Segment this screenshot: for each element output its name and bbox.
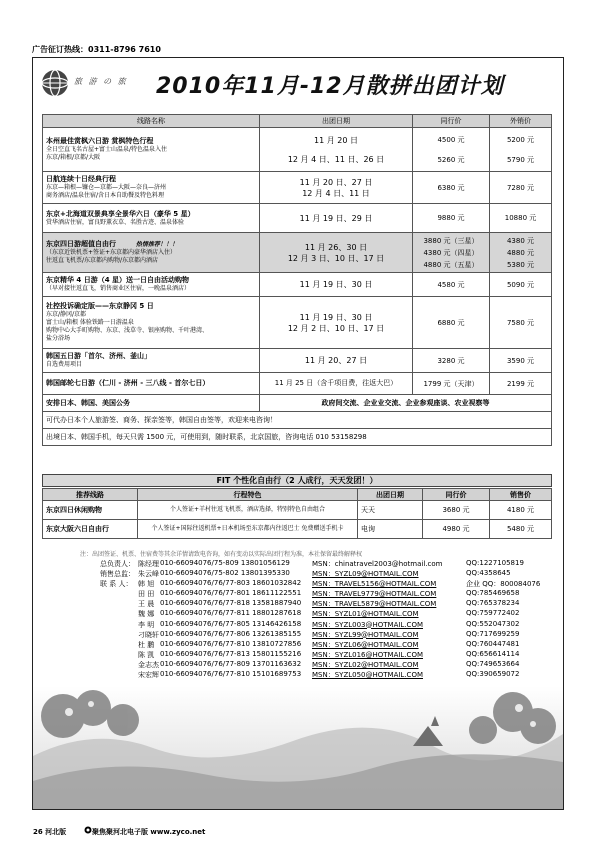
dates-cell: 11 月 25 日（含千项目费，往返大巴） bbox=[260, 373, 413, 395]
route-cell bbox=[43, 373, 260, 395]
contact-name: 金志杰 bbox=[138, 660, 159, 669]
route-detail: 往返直飞机票/东京都内购物/东京都内酒店 bbox=[46, 257, 159, 264]
contact-qq: QQ:785469658 bbox=[466, 589, 520, 598]
winter-scenery-image bbox=[33, 686, 563, 809]
contact-phone: 010-66094076/76/77-810 15101689753 bbox=[160, 670, 302, 679]
route-title: 本州最佳赏枫六日游 赏枫特色行程 bbox=[46, 137, 154, 145]
retail-price-cell: 3590 元 bbox=[490, 349, 552, 373]
dates-cell: 11 月 19 日、29 日 bbox=[260, 204, 413, 233]
contact-phone: 010-66094076/76/77-813 15801155216 bbox=[160, 649, 302, 658]
fit-sale-price: 4180 元 bbox=[490, 501, 552, 520]
price-text: 4380 元（四星） bbox=[423, 248, 479, 257]
tour-schedule-table bbox=[42, 114, 552, 446]
header-dates: 出团日期 bbox=[260, 115, 413, 128]
route-detail: 富士山/箱根 体验铁路一日游温泉 bbox=[46, 319, 134, 326]
route-cell bbox=[43, 233, 260, 273]
fit-header-route: 推荐线路 bbox=[43, 489, 138, 501]
peer-price-cell bbox=[413, 128, 490, 172]
fit-route: 东京大阪六日自由行 bbox=[43, 520, 138, 539]
page-title: 2010年11月-12月散拼出团计划 bbox=[156, 74, 504, 99]
price-text: 4880 元 bbox=[506, 248, 535, 257]
page-number: 26 河北版 bbox=[33, 828, 67, 836]
route-detail: 商务酒店/温泉住宿/含日本自助餐及特色料理 bbox=[46, 192, 165, 199]
date-text: 11 月 20 日 bbox=[314, 135, 358, 145]
price-text: 5380 元 bbox=[506, 260, 535, 269]
peer-price-cell: 9880 元 bbox=[413, 204, 490, 233]
contact-qq: QQ:1227105819 bbox=[466, 559, 524, 567]
route-cell bbox=[43, 128, 260, 172]
route-title: 韩国邮轮七日游（仁川 - 济州 - 三八线 - 首尔七日） bbox=[46, 379, 210, 387]
table-row bbox=[43, 128, 552, 172]
slogan: 旅 游 の 旅 bbox=[74, 77, 128, 86]
business-row bbox=[43, 395, 552, 412]
price-text: 3880 元（三星） bbox=[423, 236, 479, 245]
dates-cell bbox=[260, 233, 413, 273]
header-retail-price: 外销价 bbox=[490, 115, 552, 128]
route-cell bbox=[43, 172, 260, 204]
table-row-featured bbox=[43, 233, 552, 273]
route-detail: 购物中心大手町购物、东京、浅草寺、银座购物、千叶港湾、 bbox=[46, 327, 209, 334]
table-header-row bbox=[43, 115, 552, 128]
fit-date: 电询 bbox=[358, 520, 423, 539]
route-detail: 东京—箱根—镰仓—京都—大阪—奈良—济州 bbox=[46, 184, 167, 191]
contact-name: 韩 旭 bbox=[138, 580, 155, 589]
retail-price-cell: 7580 元 bbox=[490, 297, 552, 349]
route-title: 东京+北海道双景典享全景华六日（豪华 5 星） bbox=[46, 209, 195, 218]
contact-qq: QQ:552047302 bbox=[466, 619, 520, 628]
business-scope: 政府间交流、企业业交流、企业参观座谈、农业视察等 bbox=[260, 395, 552, 412]
fit-date: 天天 bbox=[358, 501, 423, 520]
contact-name: 李 明 bbox=[138, 620, 155, 629]
contact-msn[interactable]: MSN：SYZL06@HOTMAIL.COM bbox=[312, 640, 419, 649]
contact-msn[interactable]: MSN：TRAVEL5879@HOTMAIL.COM bbox=[312, 600, 437, 609]
route-detail: 自选费用项目 bbox=[46, 361, 83, 368]
route-detail: （东京近铁机票+签证+东京都内豪华酒店入住） bbox=[46, 249, 177, 256]
table-row bbox=[43, 172, 552, 204]
dates-cell: 11 月 20、27 日 bbox=[260, 349, 413, 373]
peer-price-cell bbox=[413, 233, 490, 273]
fit-header-peer: 同行价 bbox=[423, 489, 490, 501]
contact-phone: 010-66094076/76/77-809 13701163632 bbox=[160, 659, 302, 668]
route-cell bbox=[43, 204, 260, 233]
contact-qq: QQ:759772402 bbox=[466, 609, 520, 618]
date-text: 12 月 2 日、10 日、17 日 bbox=[287, 323, 385, 333]
retail-price-cell: 5090 元 bbox=[490, 273, 552, 297]
price-text: 5790 元 bbox=[506, 155, 535, 164]
fit-feature: 个人签证+国际往返机票+日本机场至东京都内往返巴士 免费赠送手机卡 bbox=[138, 520, 358, 539]
publication-site: 聚焦聚河北电子版 www.zyco.net bbox=[92, 828, 206, 836]
date-text: 11 月 19 日、30 日 bbox=[299, 312, 373, 322]
peer-price-cell: 6380 元 bbox=[413, 172, 490, 204]
route-detail: 赏华酒店住宿，富良野薰衣草、名胜古迹、温泉体验 bbox=[46, 218, 185, 226]
fit-row bbox=[43, 520, 552, 539]
banner bbox=[40, 64, 556, 104]
route-title: 东京精华 4 日游（4 星）送一日自由活动购物 bbox=[46, 276, 190, 284]
retail-price-cell: 2199 元 bbox=[490, 373, 552, 395]
footnote: 注：出团签证、机票、住宿费等其余详情请致电咨询，如有变动以实际出团行程为准，本社保留最终解释权 bbox=[80, 551, 363, 558]
business-cell bbox=[43, 395, 260, 412]
contact-msn[interactable]: MSN：TRAVEL9779@HOTMAIL.COM bbox=[312, 590, 437, 599]
peer-price-cell: 6880 元 bbox=[413, 297, 490, 349]
contact-qq: QQ:717699259 bbox=[466, 629, 520, 638]
route-title: 日航连续十日经典行程 bbox=[46, 175, 116, 183]
globe-logo-icon bbox=[40, 68, 70, 98]
contact-phone: 010-66094076/76/77-803 18601032842 bbox=[160, 579, 302, 588]
fit-row bbox=[43, 501, 552, 520]
route-detail: 盐分浴场 bbox=[46, 335, 71, 342]
price-text: 4380 元 bbox=[506, 236, 535, 245]
price-text: 4880 元（五星） bbox=[423, 260, 479, 269]
business-text: 安排日本、韩国、美国公务 bbox=[46, 398, 130, 407]
contact-qq: QQ:749653664 bbox=[466, 659, 520, 668]
price-text: 5260 元 bbox=[437, 155, 465, 164]
header-route: 线路名称 bbox=[43, 115, 260, 128]
contact-name: 陈经理 bbox=[138, 560, 159, 568]
date-text: 12 月 4 日、11 日 bbox=[302, 188, 370, 198]
fit-peer-price: 3680 元 bbox=[423, 501, 490, 520]
contact-phone: 010-66094076/76/77-811 18801287618 bbox=[160, 609, 302, 618]
date-text: 12 月 3 日、10 日、17 日 bbox=[287, 253, 385, 263]
date-text: 11 月 20 日、27 日 bbox=[299, 177, 373, 187]
route-cell bbox=[43, 297, 260, 349]
contact-qq: QQ:760447481 bbox=[466, 639, 520, 648]
table-row bbox=[43, 373, 552, 395]
contact-phone: 010-66094076/75-802 13801395330 bbox=[160, 569, 290, 578]
route-detail: 东京/静冈/京都 bbox=[46, 311, 87, 318]
fit-header-date: 出团日期 bbox=[358, 489, 423, 501]
table-row bbox=[43, 297, 552, 349]
fit-peer-price: 4980 元 bbox=[423, 520, 490, 539]
retail-price-cell bbox=[490, 233, 552, 273]
route-cell bbox=[43, 273, 260, 297]
retail-price-cell bbox=[490, 128, 552, 172]
fit-header-feature: 行程特色 bbox=[138, 489, 358, 501]
contact-qq: QQ:656614114 bbox=[466, 649, 520, 658]
contact-msn[interactable]: MSN：SYZL003@HOTMAIL.COM bbox=[312, 620, 423, 629]
route-title: 社控投诉确定版——东京静冈 5 日 bbox=[46, 302, 154, 310]
retail-price-cell: 7280 元 bbox=[490, 172, 552, 204]
dates-cell bbox=[260, 172, 413, 204]
dates-cell bbox=[260, 297, 413, 349]
contact-phone: 010-66094076/76/77-806 13261385155 bbox=[160, 629, 302, 638]
fit-section-title: FIT 个性化自由行（2 人成行，天天发团！） bbox=[42, 474, 552, 487]
route-title: 韩国五日游「首尔、济州、釜山」 bbox=[46, 352, 151, 360]
peer-price-cell: 4580 元 bbox=[413, 273, 490, 297]
contact-role: 总负责人： bbox=[100, 560, 135, 568]
peer-price-cell: 1799 元（天津） bbox=[413, 373, 490, 395]
contact-phone: 010-66094076/76/77-805 13146426158 bbox=[160, 619, 302, 628]
fit-feature: 个人签证+羊村往返飞机票，酒店选择，特别特色自由组合 bbox=[138, 501, 358, 520]
contact-msn[interactable]: MSN：SYZL99@HOTMAIL.COM bbox=[312, 630, 419, 639]
route-detail: （早对接往返直飞，销售商业区住宿，一晚温泉酒店） bbox=[46, 285, 191, 292]
table-row bbox=[43, 204, 552, 233]
visa-row bbox=[43, 412, 552, 429]
table-row bbox=[43, 273, 552, 297]
contact-msn[interactable]: MSN：SYZL01@HOTMAIL.COM bbox=[312, 610, 419, 619]
contact-msn[interactable]: MSN：SYZL016@HOTMAIL.COM bbox=[312, 650, 423, 659]
date-text: 11 月 26、30 日 bbox=[304, 242, 368, 252]
contact-msn[interactable]: MSN：chinatravel2003@hotmail.com bbox=[312, 560, 443, 568]
contact-qq: QQ:765378234 bbox=[466, 599, 520, 608]
recommend-note: 热情推荐！！！ bbox=[135, 241, 178, 248]
contact-name: 刁晓轩 bbox=[138, 630, 159, 639]
contact-name: 陈 凯 bbox=[138, 650, 155, 659]
contact-phone: 010-66094076/75-809 13801056129 bbox=[160, 559, 290, 567]
contact-name: 王 晨 bbox=[138, 600, 155, 609]
visa-service: 可代办日本个人旅游签、商务、探亲签等，韩国自由签等，欢迎来电咨询！ bbox=[43, 412, 552, 429]
dates-cell: 11 月 19 日、30 日 bbox=[260, 273, 413, 297]
contact-qq: QQ:4358645 bbox=[466, 569, 511, 578]
contact-name: 魏 娜 bbox=[138, 610, 155, 619]
contact-msn[interactable]: MSN：SYZL09@HOTMAIL.COM bbox=[312, 570, 419, 579]
fit-header-row bbox=[43, 489, 552, 501]
header-peer-price: 同行价 bbox=[413, 115, 490, 128]
contact-phone: 010-66094076/76/77-810 13810727856 bbox=[160, 639, 302, 648]
advertising-hotline: 广告征订热线：0311-8796 7610 bbox=[32, 45, 161, 54]
table-row bbox=[43, 349, 552, 373]
contact-phone: 010-66094076/76/77-818 13581887940 bbox=[160, 599, 302, 608]
price-text: 4500 元 bbox=[437, 135, 465, 144]
fit-sale-price: 5480 元 bbox=[490, 520, 552, 539]
contact-name: 杜 鹏 bbox=[138, 640, 155, 649]
fit-route: 东京四日休闲购物 bbox=[43, 501, 138, 520]
phone-rental-row bbox=[43, 429, 552, 446]
contact-qq: QQ:390659072 bbox=[466, 670, 520, 679]
route-detail: 全日空直飞名古屋+富士山温泉/特色温泉入住 bbox=[46, 146, 168, 153]
contact-msn[interactable]: MSN：SYZL02@HOTMAIL.COM bbox=[312, 660, 419, 669]
phone-rental: 出境日本、韩国手机，每天只需 1500 元，可使用到，随时联系，北京国旅，咨询电话 010 53158298 bbox=[43, 429, 552, 446]
contact-name: 宋宏辉 bbox=[138, 671, 159, 680]
price-text: 5200 元 bbox=[506, 135, 535, 144]
route-cell bbox=[43, 349, 260, 373]
contact-role: 销售总监： bbox=[100, 570, 135, 579]
contact-phone: 010-66094076/76/77-801 18611122551 bbox=[160, 589, 302, 598]
fit-table bbox=[42, 488, 552, 539]
dates-cell bbox=[260, 128, 413, 172]
retail-price-cell: 10880 元 bbox=[490, 204, 552, 233]
contact-role: 联 系 人： bbox=[100, 580, 133, 589]
date-text: 12 月 4 日、11 日、26 日 bbox=[287, 154, 385, 164]
fit-header-sale: 销售价 bbox=[490, 489, 552, 501]
contact-msn[interactable]: MSN：SYZL050@HOTMAIL.COM bbox=[312, 671, 423, 680]
route-detail: 东京/箱根/京都/大阪 bbox=[46, 154, 101, 161]
contact-name: 朱云峰 bbox=[138, 570, 159, 579]
contact-name: 田 田 bbox=[138, 590, 155, 599]
peer-price-cell: 3280 元 bbox=[413, 349, 490, 373]
contact-qq: 企业 QQ：800084076 bbox=[466, 580, 541, 589]
publication-logo-icon bbox=[84, 826, 92, 834]
route-title: 东京四日游超值自由行 bbox=[46, 240, 116, 248]
contact-msn[interactable]: MSN：TRAVEL5156@HOTMAIL.COM bbox=[312, 580, 437, 589]
